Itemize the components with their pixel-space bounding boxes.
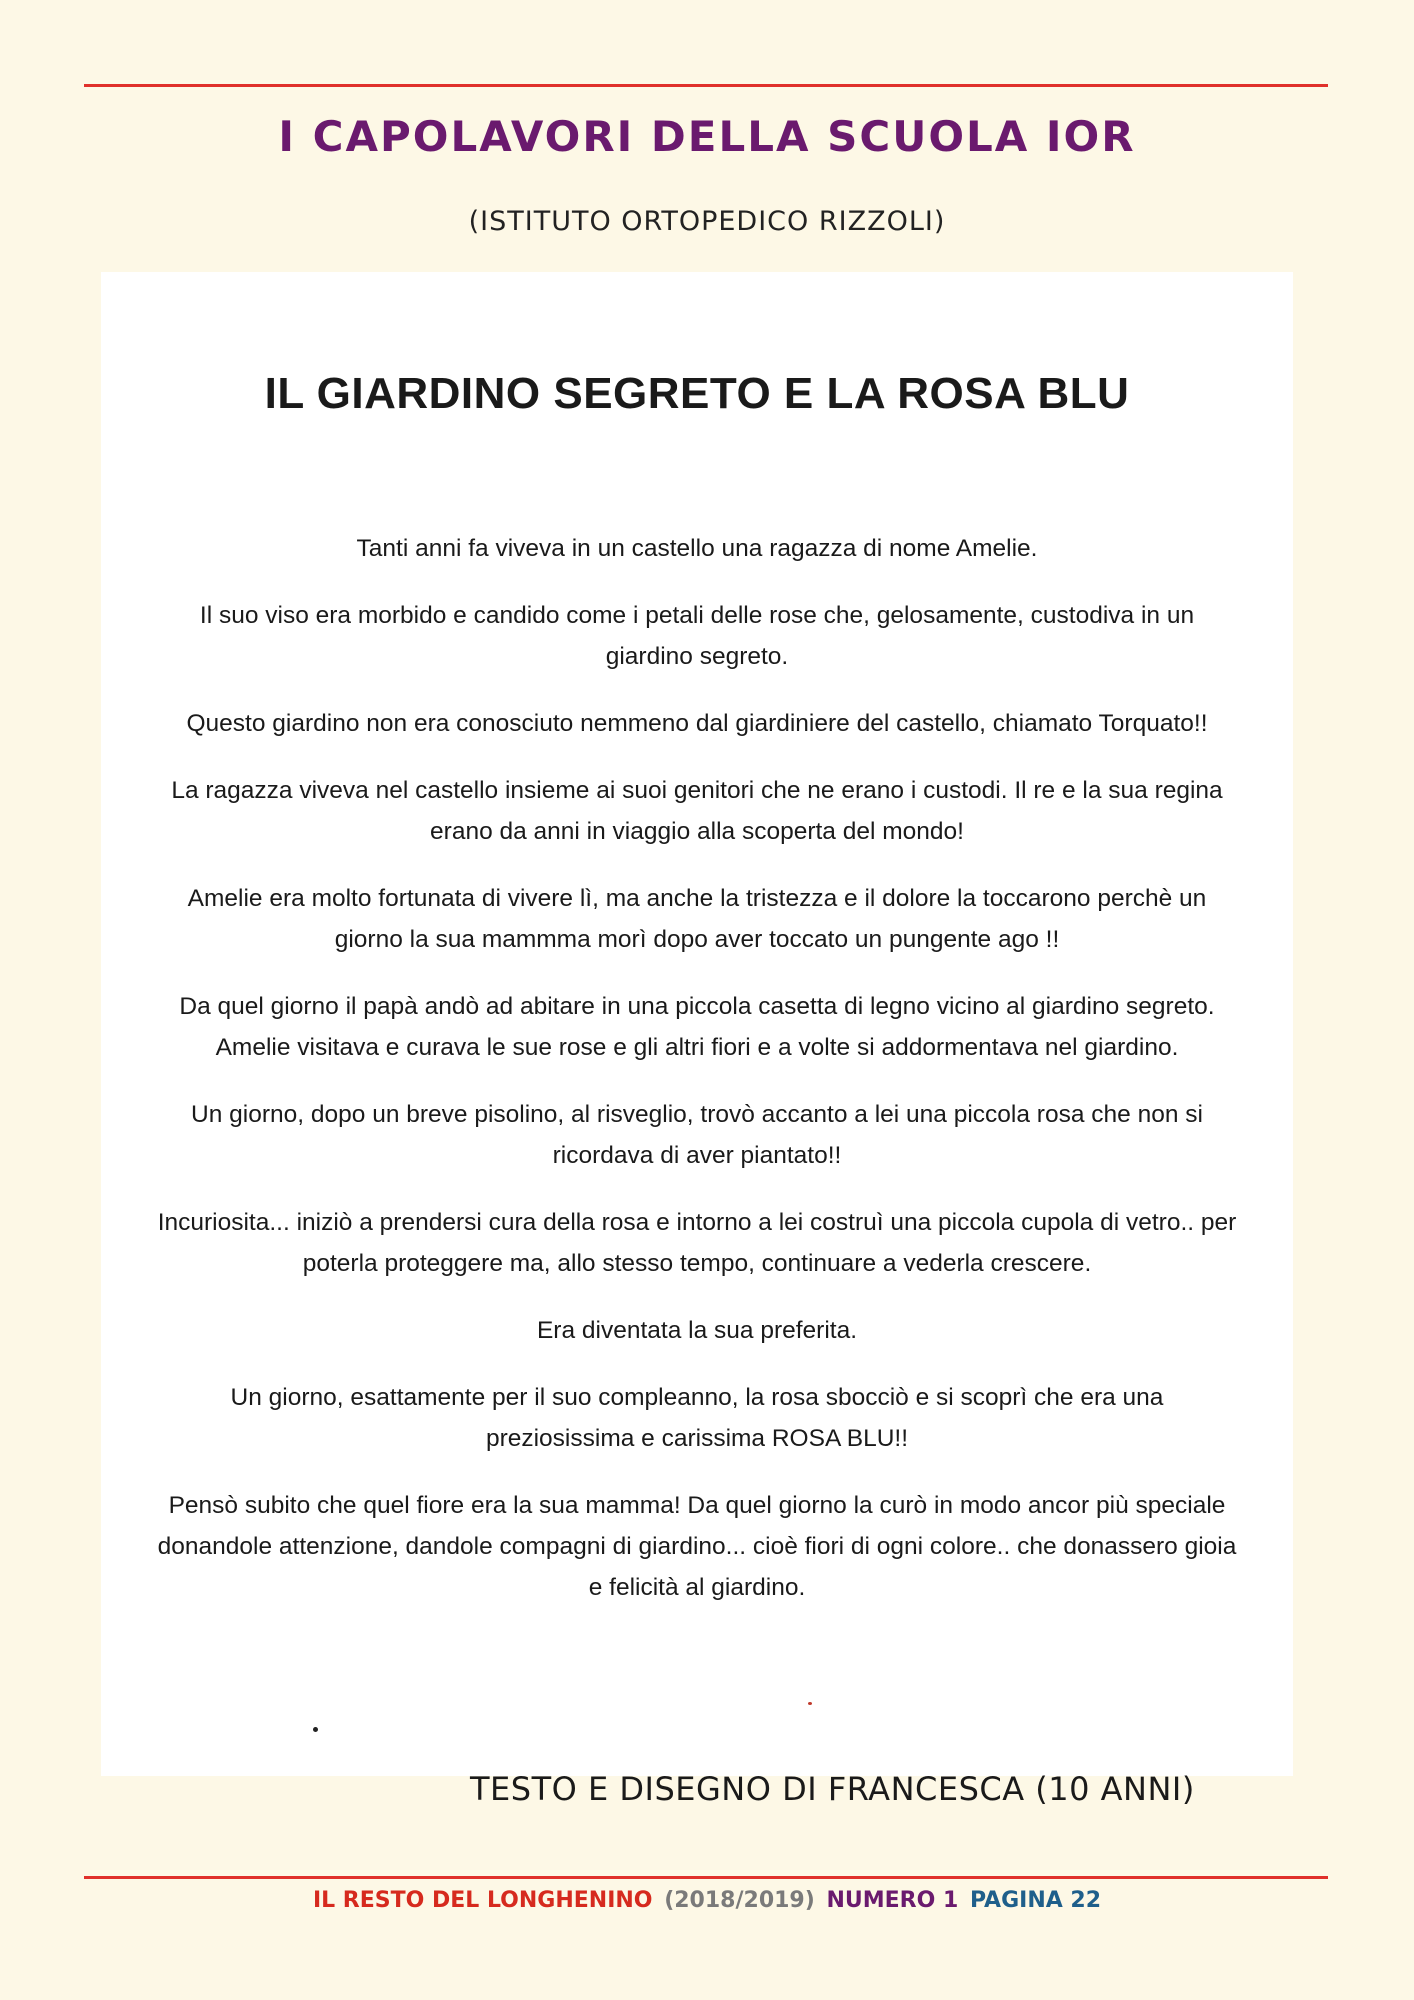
scan-speck [808, 1702, 812, 1705]
page-title: I CAPOLAVORI DELLA SCUOLA IOR [278, 112, 1136, 161]
footer-page-number: PAGINA 22 [969, 1888, 1102, 1913]
story-paragraph: Un giorno, dopo un breve pisolino, al risveglio, trovò accanto a lei una piccola rosa che non si ricordava di aver piantato!! [191, 1101, 1203, 1169]
footer-year: (2018/2019) [664, 1888, 815, 1913]
page-subtitle: (ISTITUTO ORTOPEDICO RIZZOLI) [468, 206, 946, 237]
story-paragraph: Questo giardino non era conosciuto nemmeno dal giardiniere del castello, chiamato Torquato!! [186, 710, 1208, 737]
story-paragraph: Pensò subito che quel fiore era la sua mamma! Da quel giorno la curò in modo ancor più speciale donandole attenzione, dandole compagni di giardino... cioè fiori di ogni colore.. che donassero gioia e felicità al giardino. [157, 1492, 1237, 1601]
story-paragraph: La ragazza viveva nel castello insieme ai suoi genitori che ne erano i custodi. Il re e la sua regina erano da anni in viaggio alla scoperta del mondo! [171, 777, 1223, 845]
scan-speck [313, 1727, 318, 1732]
story-paragraph: Tanti anni fa viveva in un castello una ragazza di nome Amelie. [356, 535, 1038, 562]
story-paragraph: Da quel giorno il papà andò ad abitare in una piccola casetta di legno vicino al giardino segreto. Amelie visitava e curava le sue rose e gli altri fiori e a volte si addormentava nel giardino. [179, 993, 1215, 1061]
story-paragraph: Il suo viso era morbido e candido come i petali delle rose che, gelosamente, custodiva in un giardino segreto. [199, 602, 1195, 670]
author-credit: TESTO E DISEGNO DI FRANCESCA (10 ANNI) [470, 1770, 1195, 1808]
top-divider [84, 84, 1328, 87]
scanned-story-sheet [101, 272, 1293, 1776]
story-paragraph: Era diventata la sua preferita. [536, 1317, 858, 1344]
story-paragraph: Amelie era molto fortunata di vivere lì, ma anche la tristezza e il dolore la toccarono perchè un giorno la sua mammma morì dopo aver toccato un pungente ago !! [187, 885, 1207, 953]
bottom-divider [84, 1876, 1328, 1879]
story-paragraph: Incuriosita... iniziò a prendersi cura della rosa e intorno a lei costruì una piccola cupola di vetro.. per poterla proteggere ma, allo stesso tempo, continuare a vederla crescere. [157, 1209, 1237, 1277]
story-title: IL GIARDINO SEGRETO E LA ROSA BLU [264, 369, 1130, 418]
footer-publication: IL RESTO DEL LONGHENINO [312, 1888, 653, 1913]
page-footer [0, 1888, 1414, 1913]
story-body [153, 528, 1241, 1634]
footer-issue: NUMERO 1 [826, 1888, 959, 1913]
story-paragraph: Un giorno, esattamente per il suo compleanno, la rosa sbocciò e si scoprì che era una preziosissima e carissima ROSA BLU!! [230, 1384, 1164, 1452]
